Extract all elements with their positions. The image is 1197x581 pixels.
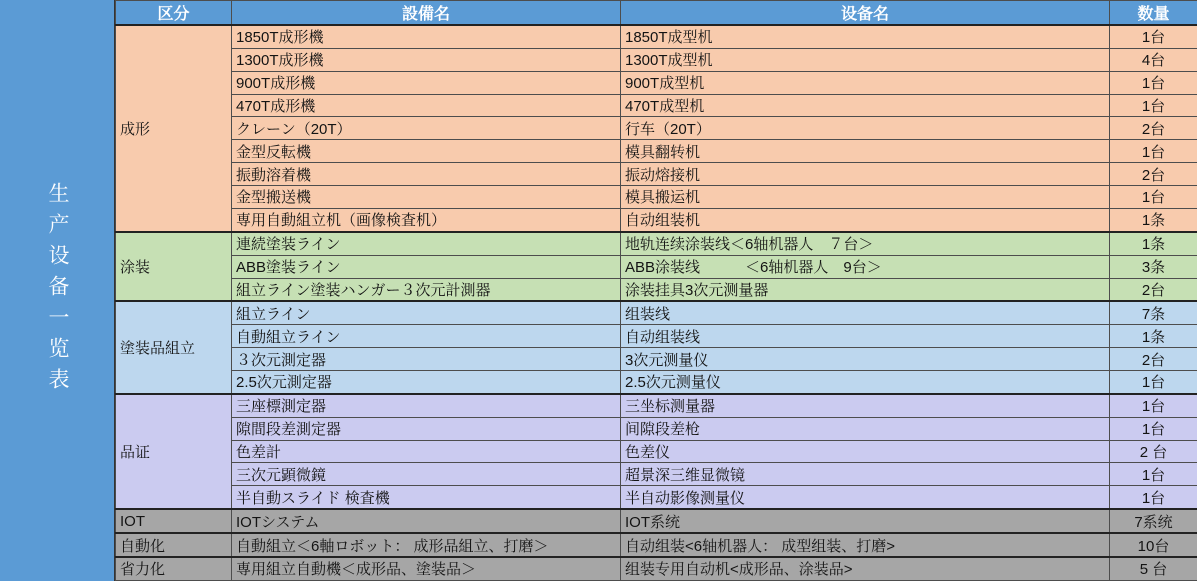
quantity-cell: 4台 (1110, 48, 1197, 71)
equipment-jp-cell: 専用組立自動機＜成形品、塗装品＞ (232, 557, 621, 581)
equipment-jp-cell: 連続塗装ライン (232, 232, 621, 255)
table-row (116, 25, 1197, 48)
equipment-cn-cell: 三坐标测量器 (621, 394, 1110, 417)
quantity-cell: 1台 (1110, 186, 1197, 209)
quantity-cell: 5 台 (1110, 557, 1197, 581)
quantity-cell: 1台 (1110, 463, 1197, 486)
header-equipment-cn: 设备名 (621, 1, 1110, 26)
equipment-cn-cell: 2.5次元测量仪 (621, 370, 1110, 393)
table-row (116, 533, 1197, 557)
quantity-cell: 7系统 (1110, 509, 1197, 533)
quantity-cell: 1台 (1110, 140, 1197, 163)
category-cell-painting: 涂装 (116, 232, 232, 302)
equipment-cn-cell: 涂装挂具3次元测量器 (621, 278, 1110, 301)
table-row (116, 232, 1197, 255)
quantity-cell: 1台 (1110, 370, 1197, 393)
quantity-cell: 1条 (1110, 325, 1197, 348)
quantity-cell: 10台 (1110, 533, 1197, 557)
equipment-cn-cell: 模具搬运机 (621, 186, 1110, 209)
table-row (116, 48, 1197, 71)
table-row (116, 440, 1197, 463)
quantity-cell: 2台 (1110, 117, 1197, 140)
equipment-cn-cell: 模具翻转机 (621, 140, 1110, 163)
table-row (116, 557, 1197, 581)
equipment-cn-cell: 地轨连续涂装线＜6轴机器人 ７台＞ (621, 232, 1110, 255)
equipment-jp-cell: 三座標測定器 (232, 394, 621, 417)
table-row (116, 208, 1197, 231)
equipment-cn-cell: 470T成型机 (621, 94, 1110, 117)
quantity-cell: 1台 (1110, 71, 1197, 94)
table-row (116, 163, 1197, 186)
equipment-cn-cell: 间隙段差枪 (621, 417, 1110, 440)
quantity-cell: 1条 (1110, 232, 1197, 255)
table-row (116, 394, 1197, 417)
category-cell-forming: 成形 (116, 25, 232, 232)
equipment-jp-cell: クレーン（20T） (232, 117, 621, 140)
equipment-table (115, 0, 1197, 581)
header-row (116, 1, 1197, 26)
quantity-cell: 1台 (1110, 486, 1197, 509)
category-cell-paint-assembly: 塗装品組立 (116, 301, 232, 393)
equipment-cn-cell: 1300T成型机 (621, 48, 1110, 71)
equipment-cn-cell: ABB涂装线 ＜6轴机器人 9台＞ (621, 255, 1110, 278)
table-row (116, 255, 1197, 278)
table-row (116, 186, 1197, 209)
equipment-cn-cell: 色差仪 (621, 440, 1110, 463)
table-row (116, 463, 1197, 486)
table-row (116, 71, 1197, 94)
quantity-cell: 1台 (1110, 394, 1197, 417)
quantity-cell: 2 台 (1110, 440, 1197, 463)
quantity-cell: 2台 (1110, 278, 1197, 301)
quantity-cell: 7条 (1110, 301, 1197, 324)
quantity-cell: 2台 (1110, 163, 1197, 186)
quantity-cell: 1台 (1110, 25, 1197, 48)
equipment-jp-cell: 振動溶着機 (232, 163, 621, 186)
equipment-jp-cell: 2.5次元測定器 (232, 370, 621, 393)
category-cell-labor-saving: 省力化 (116, 557, 232, 581)
equipment-cn-cell: 半自动影像测量仪 (621, 486, 1110, 509)
category-cell-iot: IOT (116, 509, 232, 533)
equipment-jp-cell: 1300T成形機 (232, 48, 621, 71)
equipment-cn-cell: 1850T成型机 (621, 25, 1110, 48)
table-row (116, 117, 1197, 140)
equipment-jp-cell: 隙間段差測定器 (232, 417, 621, 440)
equipment-jp-cell: 組立ライン塗装ハンガー３次元計測器 (232, 278, 621, 301)
equipment-jp-cell: 金型搬送機 (232, 186, 621, 209)
equipment-jp-cell: 1850T成形機 (232, 25, 621, 48)
table-row (116, 325, 1197, 348)
equipment-cn-cell: 3次元测量仪 (621, 348, 1110, 371)
quantity-cell: 1台 (1110, 94, 1197, 117)
quantity-cell: 3条 (1110, 255, 1197, 278)
equipment-jp-cell: 自動組立＜6軸ロボット： 成形品組立、打磨＞ (232, 533, 621, 557)
category-cell-automation: 自動化 (116, 533, 232, 557)
equipment-cn-cell: 振动熔接机 (621, 163, 1110, 186)
equipment-jp-cell: ３次元測定器 (232, 348, 621, 371)
equipment-cn-cell: 组装线 (621, 301, 1110, 324)
equipment-jp-cell: 900T成形機 (232, 71, 621, 94)
equipment-jp-cell: 金型反転機 (232, 140, 621, 163)
equipment-cn-cell: 行车（20T） (621, 117, 1110, 140)
equipment-jp-cell: 自動組立ライン (232, 325, 621, 348)
header-equipment-jp: 設備名 (232, 1, 621, 26)
table-row (116, 348, 1197, 371)
equipment-cn-cell: 自动组装机 (621, 208, 1110, 231)
category-cell-quality: 品证 (116, 394, 232, 509)
table-row (116, 301, 1197, 324)
equipment-cn-cell: 超景深三维显微镜 (621, 463, 1110, 486)
table-row (116, 370, 1197, 393)
sheet-title-cell (0, 0, 115, 581)
table-row (116, 94, 1197, 117)
header-quantity: 数量 (1110, 1, 1197, 26)
quantity-cell: 1条 (1110, 208, 1197, 231)
equipment-cn-cell: 自动组装线 (621, 325, 1110, 348)
quantity-cell: 1台 (1110, 417, 1197, 440)
table-row (116, 417, 1197, 440)
equipment-cn-cell: IOT系统 (621, 509, 1110, 533)
equipment-jp-cell: 色差計 (232, 440, 621, 463)
equipment-cn-cell: 自动组装<6轴机器人： 成型组装、打磨> (621, 533, 1110, 557)
equipment-jp-cell: 組立ライン (232, 301, 621, 324)
equipment-jp-cell: IOTシステム (232, 509, 621, 533)
equipment-cn-cell: 900T成型机 (621, 71, 1110, 94)
quantity-cell: 2台 (1110, 348, 1197, 371)
equipment-jp-cell: 半自動スライド 検査機 (232, 486, 621, 509)
header-category: 区分 (116, 1, 232, 26)
table-row (116, 509, 1197, 533)
equipment-cn-cell: 组装专用自动机<成形品、涂装品> (621, 557, 1110, 581)
equipment-jp-cell: ABB塗装ライン (232, 255, 621, 278)
equipment-jp-cell: 専用自動組立机（画像検査机） (232, 208, 621, 231)
table-row (116, 486, 1197, 509)
sheet-title: 生产设备一览表 (46, 182, 69, 399)
equipment-jp-cell: 三次元顕微鏡 (232, 463, 621, 486)
table-row (116, 278, 1197, 301)
table-row (116, 140, 1197, 163)
equipment-jp-cell: 470T成形機 (232, 94, 621, 117)
